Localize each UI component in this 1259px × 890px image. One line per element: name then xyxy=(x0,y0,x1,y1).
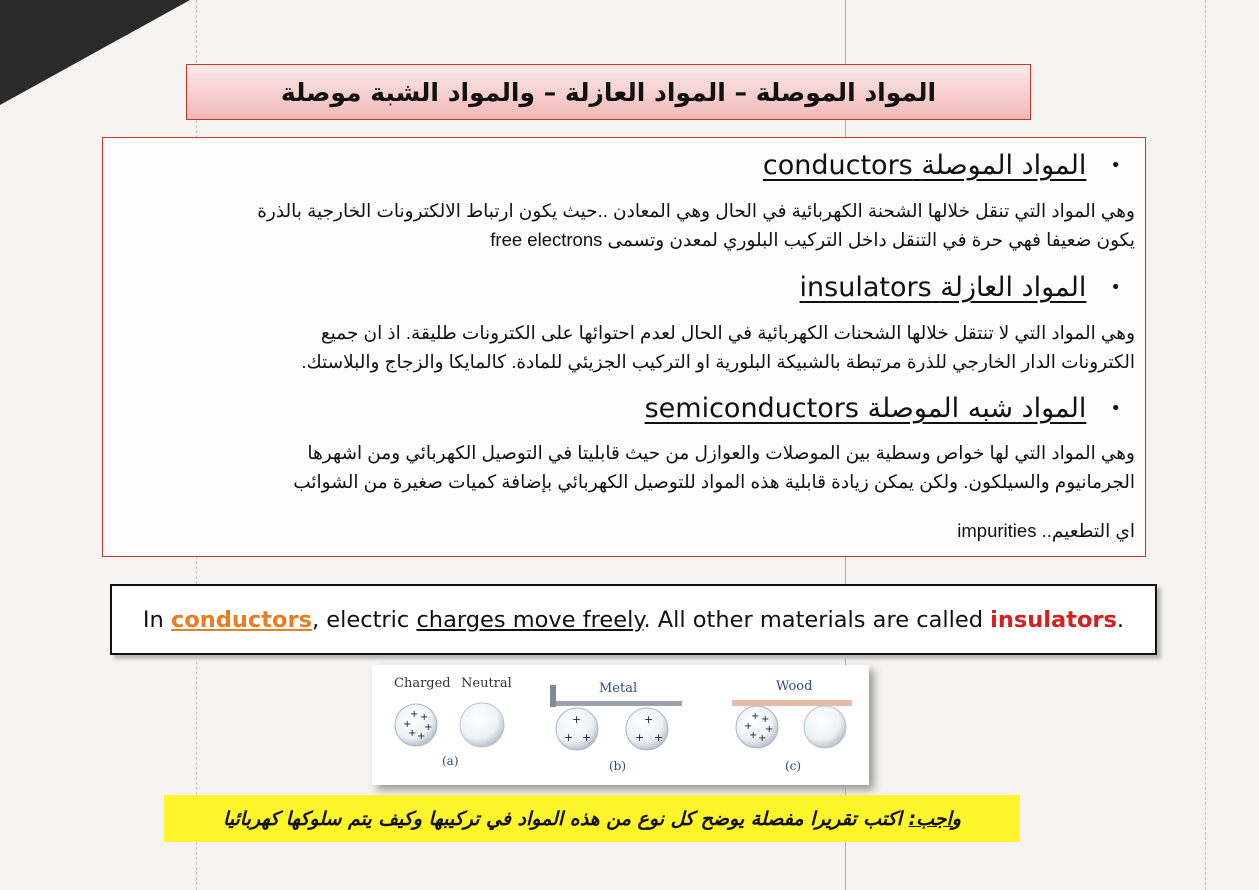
caption-a: (a) xyxy=(442,754,459,768)
statement-prefix: In xyxy=(142,606,171,633)
svg-text:+: + xyxy=(654,731,664,744)
paragraph-line: وهي المواد التي لا تنتقل خلالها الشحنات الكهربائية في الحال لعدم احتوائها على الكترونات طليقة. اذ ان جميع xyxy=(320,322,1135,343)
svg-text:+: + xyxy=(744,721,753,732)
bullet-icon: • xyxy=(1110,277,1121,298)
heading-ar: المواد الموصلة xyxy=(921,150,1087,181)
homework-text: اكتب تقريرا مفصلة يوضح كل نوع من هذه المواد في تركيبها وكيف يتم سلوكها كهربائيا xyxy=(223,807,909,830)
paragraph-conductors xyxy=(123,196,1135,254)
statement-end: . xyxy=(1116,606,1125,633)
heading-ar: المواد العازلة xyxy=(940,272,1087,303)
label-wood: Wood xyxy=(776,679,813,694)
svg-text:+: + xyxy=(420,712,429,723)
heading-conductors xyxy=(763,150,1121,181)
definitions-box xyxy=(102,137,1146,557)
paragraph-semiconductors xyxy=(123,438,1135,545)
statement-charges-move: charges move freely xyxy=(416,606,644,633)
bullet-icon: • xyxy=(1110,155,1121,176)
page-title: المواد الموصلة – المواد العازلة – والمواد الشبة موصلة xyxy=(280,77,937,107)
statement-comma: , electric xyxy=(311,606,417,633)
svg-text:+: + xyxy=(410,709,419,720)
paragraph-line: اي التطعيم.. impurities xyxy=(957,520,1135,541)
label-neutral: Neutral xyxy=(461,676,512,691)
page-title-box xyxy=(186,64,1031,120)
paragraph-line: وهي المواد التي لها خواص وسطية بين الموصلات والعوازل من حيث قابليتا في التوصيل الكهربائي ومن اشهرها xyxy=(307,442,1135,463)
charge-figure xyxy=(372,665,869,785)
heading-insulators xyxy=(800,272,1121,303)
charge-figure-svg xyxy=(372,665,869,785)
heading-ar: المواد شبه الموصلة xyxy=(867,393,1087,424)
svg-text:+: + xyxy=(765,724,774,735)
heading-en: insulators xyxy=(799,272,932,303)
paragraph-line: يكون ضعيفا فهي حرة في التنقل داخل التركيب البلوري لمعدن وتسمى free electrons xyxy=(490,229,1135,250)
svg-text:+: + xyxy=(417,731,426,742)
paragraph-line: وهي المواد التي تنقل خلالها الشحنة الكهربائية في الحال وهي المعادن ..حيث يكون ارتباط الالكترونات الخارجية بالذرة xyxy=(257,200,1135,221)
homework-banner xyxy=(164,795,1020,842)
heading-en: conductors xyxy=(762,150,913,181)
heading-en: semiconductors xyxy=(644,393,859,424)
heading-semiconductors xyxy=(645,393,1121,424)
statement-conductors: conductors xyxy=(170,606,312,633)
svg-text:+: + xyxy=(403,719,412,730)
svg-text:+: + xyxy=(424,722,433,733)
metal-rod xyxy=(552,701,682,706)
svg-text:+: + xyxy=(749,730,758,741)
svg-text:+: + xyxy=(635,731,645,744)
svg-text:+: + xyxy=(751,711,760,722)
scan-corner-shadow xyxy=(0,0,190,105)
scan-fold-line-right xyxy=(1205,0,1206,890)
statement-insulators: insulators xyxy=(990,606,1117,633)
bullet-icon: • xyxy=(1110,398,1121,419)
sphere-c2 xyxy=(804,706,846,748)
caption-b: (b) xyxy=(609,759,627,773)
caption-c: (c) xyxy=(785,759,802,773)
homework-label: واجب: xyxy=(908,807,961,830)
svg-text:+: + xyxy=(758,733,767,744)
svg-text:+: + xyxy=(564,731,574,744)
svg-text:+: + xyxy=(572,713,582,726)
statement-middle: . All other materials are called xyxy=(643,606,991,633)
paragraph-insulators xyxy=(123,318,1135,376)
svg-text:+: + xyxy=(582,731,592,744)
english-statement-box xyxy=(110,584,1157,655)
label-metal: Metal xyxy=(599,681,638,696)
neutral-sphere xyxy=(460,703,504,747)
paragraph-line: الكترونات الدار الخارجي للذرة مرتبطة بالشبيكة البلورية او التركيب الجزيئي للمادة. كالمايكا والزجاج والبلاستك. xyxy=(301,351,1135,372)
svg-text:+: + xyxy=(644,713,654,726)
svg-text:+: + xyxy=(761,714,770,725)
metal-rod-handle xyxy=(550,685,556,707)
paragraph-line: الجرمانيوم والسيلكون. ولكن يمكن زيادة قابلية هذه المواد للتوصيل الكهربائي بإضافة كميات صغيرة من الشوائب xyxy=(293,471,1135,492)
svg-text:+: + xyxy=(408,728,417,739)
wood-rod xyxy=(732,700,852,706)
label-charged: Charged xyxy=(394,676,451,691)
